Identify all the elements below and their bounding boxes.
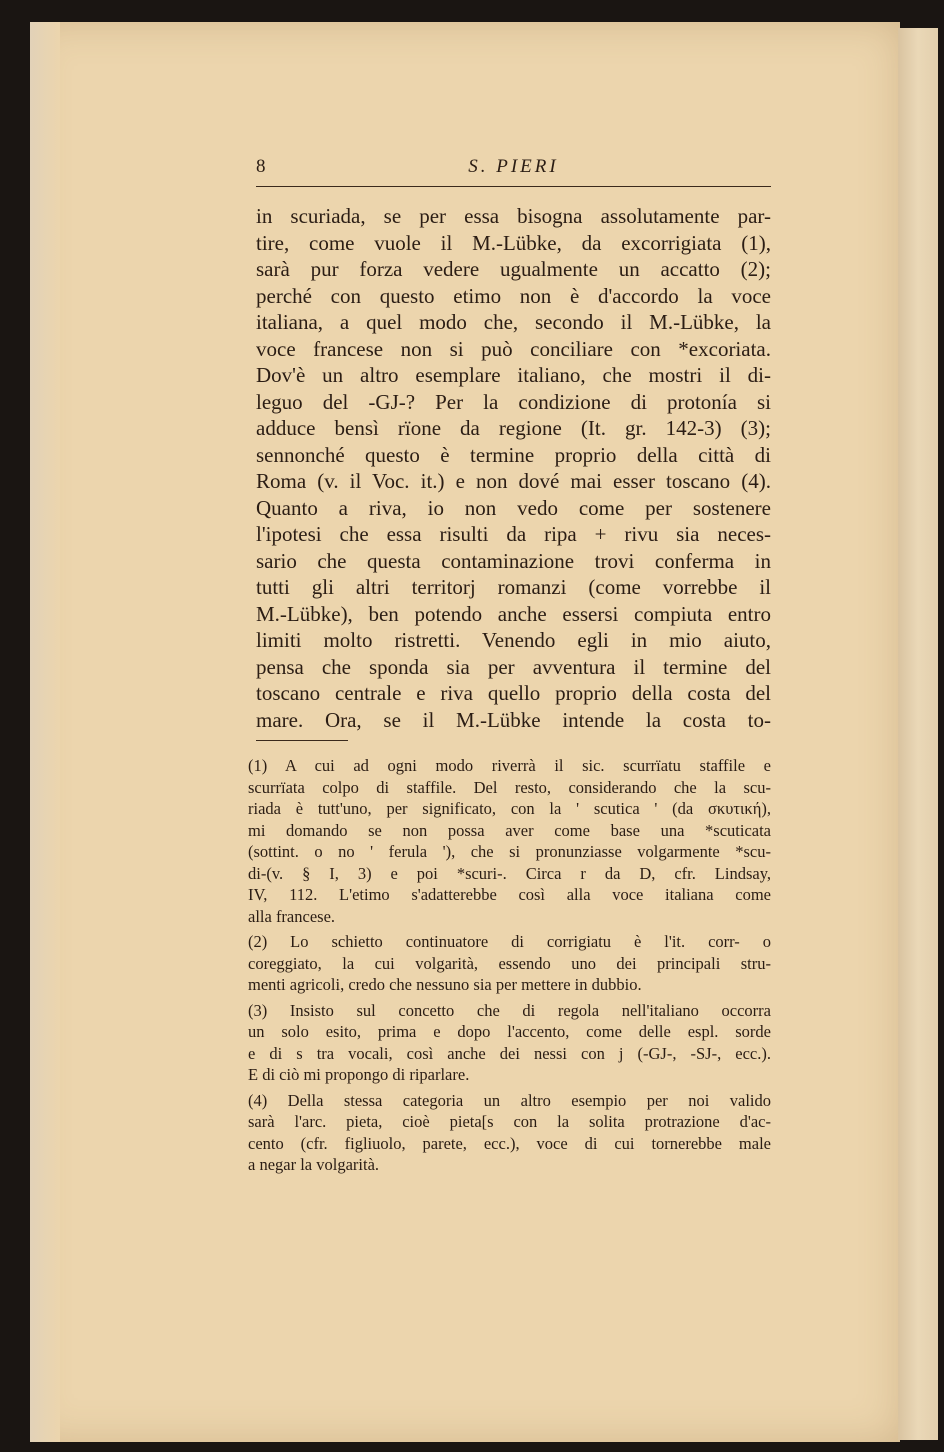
text-line: sennonché questo è termine proprio della città di: [256, 442, 771, 467]
footnote-line: (4) Della stessa categoria un altro esempio per noi valido: [248, 1090, 771, 1110]
footnote-line: di-(v. § I, 3) e poi *scuri-. Circa r da D, cfr. Lindsay,: [248, 863, 771, 883]
footnote-line: (1) A cui ad ogni modo riverrà il sic. scurrïatu staffile e: [248, 756, 771, 775]
footnote-line: menti agricoli, credo che nessuno sia per mettere in dubbio.: [248, 975, 642, 994]
text-line: Quanto a riva, io non vedo come per sostenere: [256, 495, 771, 520]
running-title: S. PIERI: [468, 156, 559, 177]
footnote-1: [248, 755, 771, 927]
footnote-line: (sottint. o no ' ferula '), che si pronunziasse volgarmente *scu-: [248, 842, 771, 861]
footnote-4: [248, 1090, 771, 1176]
footnote-line: a negar la volgarità.: [248, 1155, 380, 1174]
text-line: voce francese non si può conciliare con *excoriata.: [256, 336, 771, 361]
page-binding-edge: [30, 22, 60, 1442]
next-page-edge: [898, 28, 938, 1440]
text-line: Dov'è un altro esemplare italiano, che mostri il di-: [256, 363, 771, 387]
text-line: in scuriada, se per essa bisogna assolutamente par-: [256, 204, 771, 228]
footnote-line: sarà l'arc. pieta, cioè pieta[s con la solita protrazione d'ac-: [248, 1112, 771, 1131]
text-line: tutti gli altri territorj romanzi (come vorrebbe il: [256, 575, 771, 599]
page-header: [256, 152, 771, 187]
footnotes: [248, 755, 771, 1176]
footnote-line: e di s tra vocali, così anche dei nessi con j (-GJ-, -SJ-, ecc.).: [248, 1043, 771, 1063]
footnote-line: scurrïata colpo di staffile. Del resto, considerando che la scu-: [248, 777, 771, 797]
text-line: Roma (v. il Voc. it.) e non dové mai esser toscano (4).: [256, 469, 771, 493]
footnote-line: mi domando se non possa aver come base una *scuticata: [248, 820, 771, 840]
footnote-line: (2) Lo schietto continuatore di corrigiatu è l'it. corr- o: [248, 932, 771, 951]
text-line: pensa che sponda sia per avventura il termine del: [256, 654, 771, 679]
footnote-separator: [256, 740, 348, 741]
text-line: l'ipotesi che essa risulti da ripa + rivu sia neces-: [256, 522, 771, 546]
text-line: sarà pur forza vedere ugualmente un accatto (2);: [256, 257, 771, 281]
footnote-line: IV, 112. L'etimo s'adatterebbe così alla voce italiana come: [248, 885, 771, 904]
text-line: italiana, a quel modo che, secondo il M.-Lübke, la: [256, 310, 771, 334]
footnote-3: [248, 1000, 771, 1086]
footnote-line: E di ciò mi propongo di riparlare.: [248, 1065, 470, 1084]
main-text: [256, 203, 771, 733]
text-line: adduce bensì rïone da regione (It. gr. 142-3) (3);: [256, 416, 771, 440]
text-line: tire, come vuole il M.-Lübke, da excorrigiata (1),: [256, 230, 771, 255]
text-line: M.-Lübke), ben potendo anche essersi compiuta entro: [256, 601, 771, 626]
footnote-line: un solo esito, prima e dopo l'accento, come delle espl. sorde: [248, 1022, 771, 1041]
text-line: perché con questo etimo non è d'accordo la voce: [256, 283, 771, 308]
text-line: limiti molto ristretti. Venendo egli in mio aiuto,: [256, 628, 771, 652]
footnote-2: [248, 931, 771, 996]
footnote-line: (3) Insisto sul concetto che di regola nell'italiano occorra: [248, 1000, 771, 1020]
footnote-line: riada è tutt'uno, per significato, con la ' scutica ' (da σκυτική),: [248, 799, 771, 818]
text-line: mare. Ora, se il M.-Lübke intende la costa to-: [256, 707, 771, 732]
text-line: leguo del -GJ-? Per la condizione di protonía si: [256, 389, 771, 414]
page-number: 8: [256, 156, 266, 177]
text-line: sario che questa contaminazione trovi conferma in: [256, 548, 771, 573]
footnote-line: coreggiato, la cui volgarità, essendo uno dei principali stru-: [248, 953, 771, 973]
footnote-line: alla francese.: [248, 906, 336, 926]
text-line: toscano centrale e riva quello proprio della costa del: [256, 681, 771, 705]
footnote-line: cento (cfr. figliuolo, parete, ecc.), voce di cui tornerebbe male: [248, 1133, 771, 1153]
